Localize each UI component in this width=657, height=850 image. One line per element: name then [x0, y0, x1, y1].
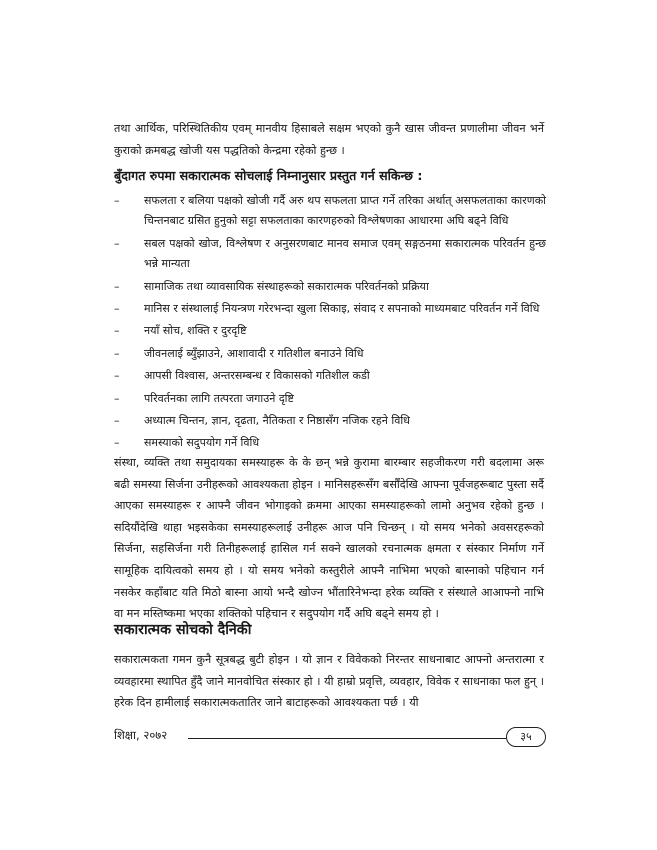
list-item	[114, 389, 546, 409]
paragraph-body: संस्था, व्यक्ति तथा समुदायका समस्याहरू के के छन् भन्ने कुरामा बारम्बार सहजीकरण गरी बदलामा अरू बढी समस्या सिर्जना उनीहरूको आवश्यकता होइन । मानिसहरूसँग बर्सौंदेखि आफ्ना पूर्वजहरूबाट पुस्ता सर्दै आएका समस्याहरू र आफ्नै जीवन भोगाइको क्रममा आएका समस्याहरूको लामो अनुभव रहेको हुन्छ । सदियौंदेखि थाहा भइसकेका समस्याहरूलाई उनीहरू आज पनि चिन्छन् । यो समय भनेको अवसरहरूको सिर्जना, सहसिर्जना गरी तिनीहरूलाई हासिल गर्न सक्ने खालको रचनात्मक क्षमता र संस्कार निर्माण गर्ने सामूहिक दायित्वको समय हो । यो समय भनेको कस्तुरीले आफ्नै नाभिमा भएको बास्नाको पहिचान गर्न नसकेर कहाँबाट यति मिठो बास्ना आयो भन्दै खोज्न भौंतारिनेभन्दा हरेक व्यक्ति र संस्थाले आआफ्नो नाभि वा मन मस्तिष्कमा भएका शक्तिको पहिचान र सदुपयोग गर्दै अघि बढ्ने समय हो ।	[114, 456, 544, 621]
list-item-text: मानिस र संस्थालाई नियन्त्रण गरेरभन्दा खुला सिकाइ, संवाद र सपनाको माध्यमबाट परिवर्तन गर्ने विधि	[144, 302, 540, 316]
bullet-marker: –	[114, 436, 120, 450]
bullet-marker: –	[114, 391, 120, 405]
page-footer	[114, 726, 546, 748]
list-item	[114, 366, 546, 386]
paragraph-intro: तथा आर्थिक, परिस्थितिकीय एवम् मानवीय हिसाबले सक्षम भएको कुनै खास जीवन्त प्रणालीमा जीवन भर्ने कुराको क्रमबद्ध खोजी यस पद्धतिको केन्द्रमा रहेको हुन्छ ।	[114, 122, 544, 157]
list-item-text: सफलता र बलिया पक्षको खोजी गर्दै अरु थप सफलता प्राप्त गर्ने तरिका अर्थात् असफलताका कारणको चिन्तनबाट ग्रसित हुनुको सट्टा सफलताका कारणहरुको विश्लेषणका आधारमा अघि बढ्ने विधि	[144, 194, 546, 228]
list-item-text: समस्याको सदुपयोग गर्ने विधि	[144, 436, 260, 450]
bullet-marker: –	[114, 279, 120, 293]
bullet-marker: –	[114, 302, 120, 316]
list-item	[114, 321, 546, 341]
list-item-text: सामाजिक तथा व्यावसायिक संस्थाहरूको सकारात्मक परिवर्तनको प्रक्रिया	[144, 279, 429, 293]
list-item	[114, 191, 546, 232]
list-item-text: अध्यात्म चिन्तन, ज्ञान, दृढता, नैतिकता र निष्ठासँग नजिक रहने विधि	[144, 414, 410, 428]
bullet-list	[114, 191, 546, 456]
list-item-text: आपसी विश्वास, अन्तरसम्बन्ध र विकासको गतिशील कडी	[144, 369, 370, 383]
list-item	[114, 411, 546, 431]
bullet-marker: –	[114, 236, 120, 250]
list-item-text: परिवर्तनका लागि तत्परता जगाउने दृष्टि	[144, 391, 294, 405]
section-heading-daily-routine: सकारात्मक सोचको दैनिकी	[114, 622, 252, 638]
list-item	[114, 433, 546, 453]
list-item-text: नयाँ सोच, शक्ति र दुरदृष्टि	[144, 324, 247, 338]
bullet-marker: –	[114, 414, 120, 428]
list-item	[114, 277, 546, 297]
list-item-text: सबल पक्षको खोज, विश्लेषण र अनुसरणबाट मानव समाज एवम् सङ्गठनमा सकारात्मक परिवर्तन हुन्छ भन्ने मान्यता	[144, 236, 546, 271]
publication-label: शिक्षा, २०७२	[114, 728, 168, 742]
page-number: ३५	[506, 727, 546, 747]
list-item	[114, 299, 546, 319]
bullet-marker: –	[114, 346, 120, 360]
section-heading-bullet-points: बुँदागत रुपमा सकारात्मक सोचलाई निम्नानुसार प्रस्तुत गर्न सकिन्छ :	[114, 168, 423, 183]
list-item	[114, 234, 546, 275]
bullet-marker: –	[114, 324, 120, 338]
bullet-marker: –	[114, 194, 120, 207]
list-item	[114, 344, 546, 364]
list-item-text: जीवनलाई ब्युँझाउने, आशावादी र गतिशील बनाउने विधि	[144, 346, 364, 360]
footer-divider	[188, 738, 506, 739]
paragraph-daily-routine: सकारात्मकता गमन कुनै सूत्रबद्ध बुटी होइन । यो ज्ञान र विवेकको निरन्तर साधनाबाट आफ्नो अन्तरात्मा र व्यवहारमा स्थापित हुँदै जाने मानवोचित संस्कार हो । यी हाम्रो प्रवृत्ति, व्यवहार, विवेक र साधनाका फल हुन् । हरेक दिन हामीलाई सकारात्मकतातिर जाने बाटाहरूको आवश्यकता पर्छ । यी	[114, 653, 544, 710]
bullet-marker: –	[114, 369, 120, 383]
